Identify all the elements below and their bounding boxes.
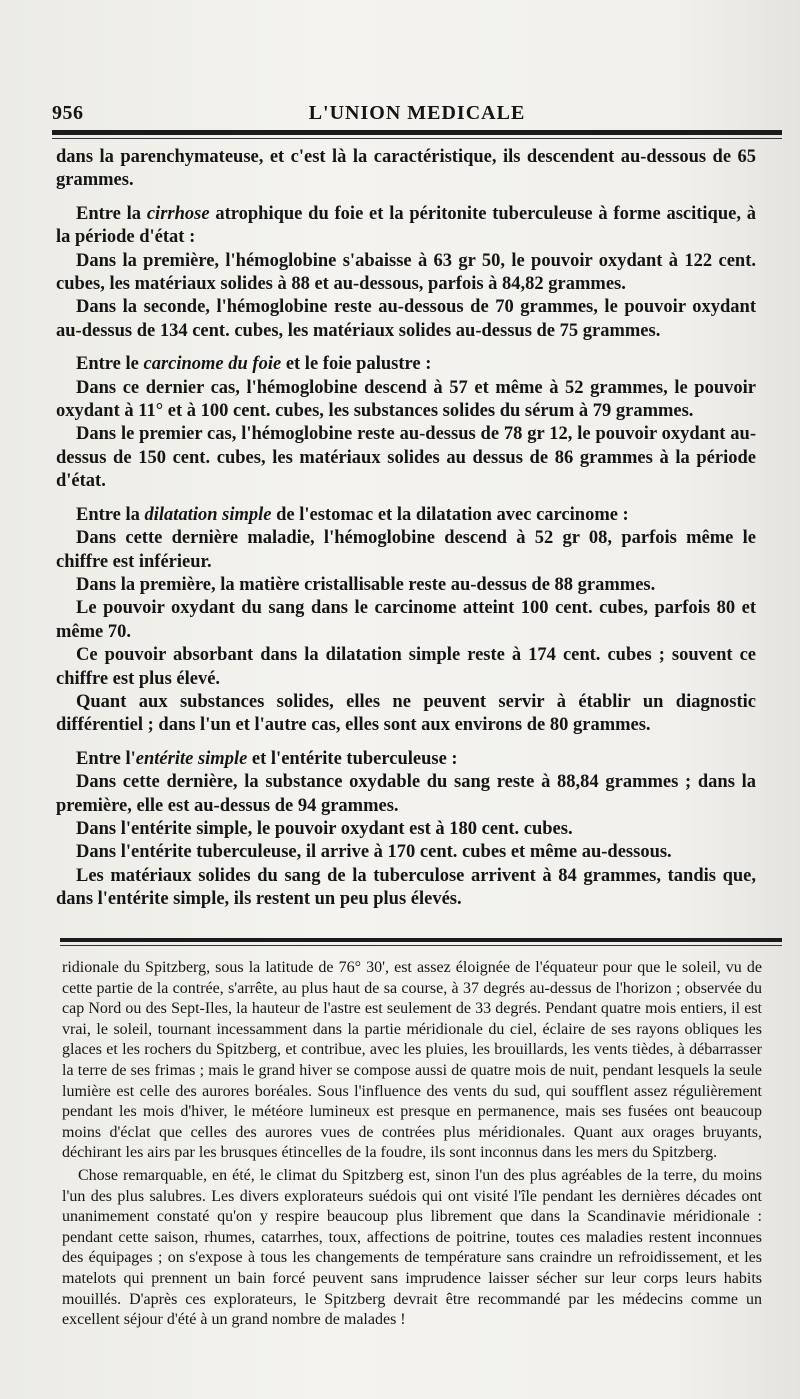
emphasis: carcinome du foie: [143, 354, 282, 375]
paragraph: Ce pouvoir absorbant dans la dilatation simple reste à 174 cent. cubes ; souvent ce chiffre est plus élevé.: [56, 645, 756, 689]
feuilleton-separator-thin: [60, 945, 782, 946]
paragraph: Quant aux substances solides, elles ne peuvent servir à établir un diagnostic différentiel ; dans l'un et l'autre cas, elles sont aux environs de 80 grammes.: [56, 691, 756, 736]
page-number: 956: [52, 102, 84, 124]
paragraph: Dans la première, l'hémoglobine s'abaisse à 63 gr 50, le pouvoir oxydant à 122 cent. cubes, les matériaux solides à 88 et au-dessous, parfois à 84,82 grammes.: [56, 250, 756, 295]
paragraph: Dans cette dernière, la substance oxydable du sang reste à 88,84 grammes ; dans la première, elle est au-dessus de 94 grammes.: [56, 772, 756, 816]
paragraph: Le pouvoir oxydant du sang dans le carcinome atteint 100 cent. cubes, parfois 80 et même 70.: [56, 598, 756, 642]
paragraph: Dans l'entérite simple, le pouvoir oxydant est à 180 cent. cubes.: [76, 818, 573, 839]
paragraph: Dans le premier cas, l'hémoglobine reste au-dessus de 78 gr 12, le pouvoir oxydant au-dessus de 150 cent. cubes, les matériaux solides au dessus de 86 grammes à la période d'état.: [56, 424, 756, 492]
paragraph: Entre l'entérite simple et l'entérite tuberculeuse :: [76, 748, 458, 769]
paragraph: Les matériaux solides du sang de la tuberculose arrivent à 84 grammes, tandis que, dans l'entérite simple, ils restent un peu plus élevés.: [56, 865, 756, 910]
emphasis: entérite simple: [135, 748, 248, 769]
paragraph: Dans cette dernière maladie, l'hémoglobine descend à 52 gr 08, parfois même le chiffre est inférieur.: [56, 528, 756, 572]
emphasis: dilatation simple: [144, 504, 272, 525]
header-rule-thin: [52, 138, 782, 139]
paragraph: Dans la première, la matière cristallisable reste au-dessus de 88 grammes.: [76, 574, 656, 595]
paragraph: Dans ce dernier cas, l'hémoglobine descend à 57 et même à 52 grammes, le pouvoir oxydant à 11° et à 100 cent. cubes, les substances solides du sérum à 79 grammes.: [56, 377, 756, 422]
page-header: [52, 100, 782, 134]
paragraph: Dans l'entérite tuberculeuse, il arrive à 170 cent. cubes et même au-dessous.: [76, 842, 672, 863]
paragraph: Entre le carcinome du foie et le foie palustre :: [76, 354, 432, 375]
journal-title: L'UNION MEDICALE: [308, 102, 526, 124]
paragraph: dans la parenchymateuse, et c'est là la caractéristique, ils descendent au-dessous de 65 grammes.: [56, 147, 756, 191]
feuilleton-separator-thick: [60, 938, 782, 942]
paragraph: Dans la seconde, l'hémoglobine reste au-dessous de 70 grammes, le pouvoir oxydant au-dessus de 134 cent. cubes, les matériaux solides au-dessus de 75 grammes.: [56, 297, 756, 341]
article-body: [56, 146, 756, 912]
paragraph: Entre la cirrhose atrophique du foie et la péritonite tuberculeuse à forme ascitique, à la période d'état :: [56, 203, 756, 248]
emphasis: cirrhose: [146, 203, 210, 224]
header-rule-thick: [52, 130, 782, 135]
paragraph: ridionale du Spitzberg, sous la latitude de 76° 30', est assez éloignée de l'équateur pour que le soleil, vu de cette partie de la contrée, s'arrête, au plus haut de sa course, à 37 degrés au-dessus de l'horizon ; observée du cap Nord ou des Sept-Iles, la hauteur de l'astre est seulement de 33 degrés. Pendant quatre mois entiers, il est vrai, le soleil, tournant incessamment dans la partie méridionale du ciel, éclaire de ses rayons obliques les glaces et les rochers du Spitzberg, et contribue, avec les pluies, les brouillards, les vents tièdes, à débarrasser la terre de ses frimas ; mais le grand hiver se compose aussi de quatre mois de nuit, pendant lesquels la seule lumière est celle des aurores boréales. Sous l'influence des vents du sud, qui soufflent assez régulièrement pendant les mois d'hiver, le météore lumineux est presque en permanence, mais ses fusées ont beaucoup moins d'éclat que celles des aurores vues de contrées plus méridionales. Quant aux orages bruyants, déchirant les airs par les brusques étincelles de la foudre, ils sont inconnus dans les mers du Spitzberg.: [62, 959, 762, 1162]
paragraph: Chose remarquable, en été, le climat du Spitzberg est, sinon l'un des plus agréables de la terre, du moins l'un des plus salubres. Les divers explorateurs suédois qui ont visité l'île pendant les dernières décades ont unanimement constaté qu'on y respire beaucoup plus librement que dans la Scandinavie méridionale : pendant cette saison, rhumes, catarrhes, toux, affections de poitrine, toutes ces maladies restent inconnues des équipages ; on s'expose à tous les changements de température sans craindre un refroidissement, et les matelots qui prennent un bain forcé peuvent sans imprudence laisser sécher sur leur corps leurs habits mouillés. D'après ces explorateurs, le Spitzberg devrait être recommandé par les médecins comme un excellent séjour d'été à un grand nombre de malades !: [62, 1166, 762, 1329]
feuilleton-body: [62, 958, 762, 1331]
paragraph: Entre la dilatation simple de l'estomac et la dilatation avec carcinome :: [76, 504, 629, 525]
